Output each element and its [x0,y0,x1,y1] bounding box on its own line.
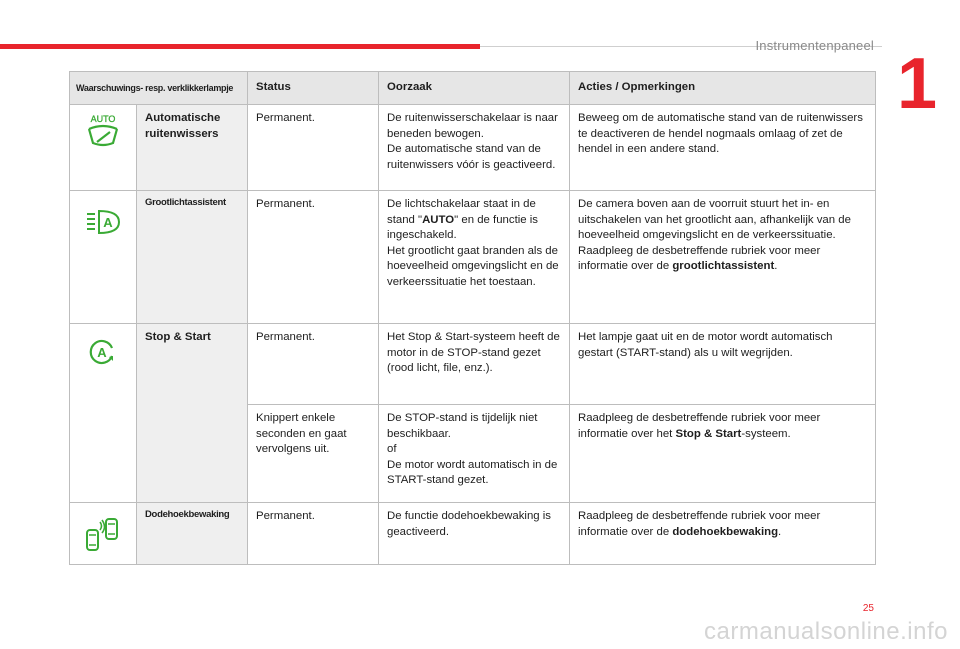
row-icon-cell [70,105,137,191]
action-cell: Raadpleeg de desbetreffende rubriek voor meer informatie over het Stop & Start-systeem. [570,405,876,503]
svg-text:A: A [97,345,107,360]
cause-text: De STOP-stand is tijdelijk niet beschikbaar. [387,412,538,440]
status-cell: Permanent. [248,191,379,324]
table-row [70,105,876,191]
cause-cell [379,191,570,324]
cause-text: De ruitenwisserschakelaar is naar beneden bewogen. [387,112,558,140]
table-row [70,191,876,324]
status-cell: Permanent. [248,324,379,405]
table-header-row [70,72,876,105]
page-number: 25 [862,603,874,614]
auto-wiper-icon [83,113,123,153]
lamp-name: Automatische ruitenwissers [137,105,248,191]
row-icon-cell [70,191,137,324]
cause-cell: De functie dodehoekbewaking is geactiveerd. [379,503,570,565]
row-icon-cell [70,324,137,503]
action-cell: Raadpleeg de desbetreffende rubriek voor meer informatie over de dodehoekbewaking. [570,503,876,565]
header-accent-bar [0,44,480,49]
lamp-name: Dodehoekbewaking [137,503,248,565]
cause-text: De motor wordt automatisch in de START-stand gezet. [387,458,558,486]
blind-spot-icon [83,514,123,554]
cause-text: of [387,443,397,455]
chapter-number: 1 [897,44,938,124]
cause-cell [379,405,570,503]
status-cell: Knippert enkele seconden en gaat vervolgens uit. [248,405,379,503]
action-text: Raadpleeg de desbetreffende rubriek voor meer informatie over de grootlichtassistent. [578,244,821,272]
column-header-status: Status [248,72,379,105]
warning-lights-table [69,71,876,565]
table-row [70,324,876,405]
lamp-name: Grootlichtassistent [137,191,248,324]
cause-text: Het grootlicht gaat branden als de hoeveelheid omgevingslicht en de verkeerssituatie het toestaan. [387,244,559,288]
status-cell: Permanent. [248,503,379,565]
column-header-lamp: Waarschuwings- resp. verklikkerlampje [70,72,248,105]
lamp-name: Stop & Start [137,324,248,503]
high-beam-assist-icon [85,209,121,235]
cause-cell: Het Stop & Start-systeem heeft de motor in de STOP-stand gezet (rood licht, file, enz.). [379,324,570,405]
svg-text:AUTO: AUTO [90,114,116,124]
status-cell: Permanent. [248,105,379,191]
row-icon-cell [70,503,137,565]
svg-text:A: A [103,215,113,230]
column-header-cause: Oorzaak [379,72,570,105]
action-text: De camera boven aan de voorruit stuurt het in- en uitschakelen van het grootlicht aan, afhankelijk van de hoeveelheid omgevingslicht en de verkeerssituatie. [578,198,851,241]
action-cell [570,191,876,324]
action-cell: Het lampje gaat uit en de motor wordt automatisch gestart (START-stand) als u wilt wegrijden. [570,324,876,405]
table-row [70,503,876,565]
watermark: carmanualsonline.info [704,618,948,645]
stop-start-icon [89,338,117,366]
cause-cell [379,105,570,191]
column-header-actions: Acties / Opmerkingen [570,72,876,105]
cause-text: De lichtschakelaar staat in de stand "AUTO" en de functie is ingeschakeld. [387,198,538,241]
cause-text: De automatische stand van de ruitenwissers vóór is geactiveerd. [387,143,556,171]
action-cell: Beweeg om de automatische stand van de ruitenwissers te deactiveren de hendel nogmaals omlaag of zet de hendel in een andere stand. [570,105,876,191]
section-title: Instrumentenpaneel [755,38,874,53]
